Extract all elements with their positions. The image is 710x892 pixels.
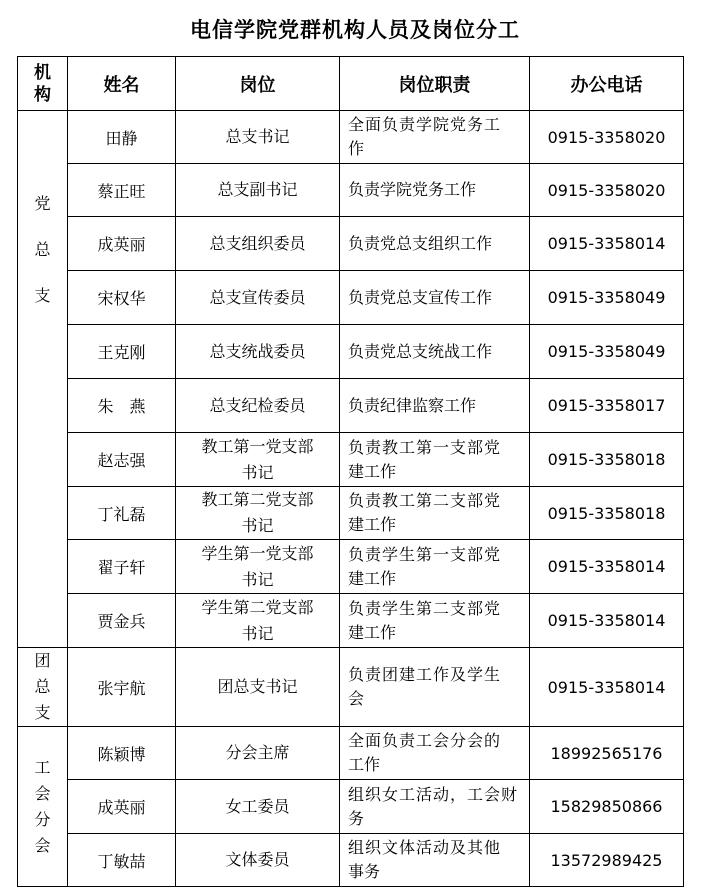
header-phone: 办公电话 [530,57,684,111]
table-row [18,540,684,594]
duty-line: 全面负责学院党务工 [348,115,502,134]
duty-line: 作 [348,139,365,158]
table-row [18,217,684,271]
header-org-char: 构 [34,84,51,105]
post-cell [176,271,340,325]
table-row [18,780,684,834]
duty-line: 务 [348,808,365,828]
table-row [18,433,684,487]
duty-line: 负责团建工作及学生 [348,665,502,684]
person-name: 赵志强 [68,433,176,487]
org-char: 总 [34,677,51,696]
table-row [18,111,684,164]
office-phone: 18992565176 [530,727,684,780]
org-char: 会 [34,835,51,855]
table-row [18,271,684,325]
post-cell [176,487,340,540]
post-cell [176,111,340,164]
duty-line: 会 [348,689,365,708]
table-row [18,594,684,648]
org-youth-league [18,648,68,727]
table-row [18,727,684,780]
duty-cell [340,648,530,727]
duty-line: 建工作 [348,461,397,481]
post-cell [176,433,340,487]
post-line: 分会主席 [225,743,290,762]
duty-cell [340,780,530,834]
table-row [18,325,684,379]
header-row [18,57,684,111]
office-phone: 0915-3358018 [530,487,684,540]
person-name: 贾金兵 [68,594,176,648]
office-phone: 0915-3358020 [530,164,684,217]
person-name: 丁礼磊 [68,487,176,540]
person-name: 成英丽 [68,780,176,834]
duty-cell [340,594,530,648]
header-org-char: 机 [34,62,51,83]
post-cell [176,648,340,727]
org-party-committee [18,111,68,648]
person-name: 张宇航 [68,648,176,727]
post-cell [176,780,340,834]
duty-line: 负责纪律监察工作 [348,395,477,415]
post-line: 学生第一党支部 [201,543,314,563]
post-line: 书记 [241,569,274,589]
duty-line: 事务 [348,862,381,881]
duty-line: 负责学生第二支部党 [348,598,502,618]
duty-line: 组织女工活动，工会财 [348,784,519,804]
post-cell [176,540,340,594]
document-title: 电信学院党群机构人员及岗位分工 [190,18,520,42]
table-row [18,648,684,727]
office-phone: 0915-3358014 [530,217,684,271]
person-name: 宋权华 [68,271,176,325]
person-name: 蔡正旺 [68,164,176,217]
office-phone: 0915-3358017 [530,379,684,433]
duty-line: 建工作 [348,568,397,588]
table-row [18,379,684,433]
post-line: 教工第一党支部 [201,436,314,456]
post-line: 文体委员 [225,850,290,869]
office-phone: 13572989425 [530,834,684,887]
duty-line: 全面负责工会分会的 [348,731,502,750]
table-row [18,164,684,217]
post-cell [176,727,340,780]
org-trade-union [18,727,68,887]
header-org [18,57,68,111]
duty-line: 建工作 [348,515,397,534]
person-name: 朱 燕 [68,379,176,433]
header-name: 姓名 [68,57,176,111]
duty-line: 负责党总支组织工作 [348,233,493,253]
post-line: 书记 [241,516,274,535]
duty-line: 组织文体活动及其他 [348,838,502,857]
person-name: 成英丽 [68,217,176,271]
table-row [18,834,684,887]
office-phone: 0915-3358020 [530,111,684,164]
post-line: 书记 [241,623,274,643]
org-char: 会 [34,783,51,803]
post-line: 总支组织委员 [209,233,306,253]
person-name: 丁敏喆 [68,834,176,887]
office-phone: 0915-3358018 [530,433,684,487]
post-line: 教工第二党支部 [201,490,314,509]
post-line: 女工委员 [225,796,290,816]
table-row [18,487,684,540]
duty-cell [340,111,530,164]
duty-cell [340,164,530,217]
header-duty: 岗位职责 [340,57,530,111]
duty-line: 负责学院党务工作 [348,180,477,199]
post-line: 书记 [241,462,274,482]
office-phone: 15829850866 [530,780,684,834]
post-cell [176,217,340,271]
header-post: 岗位 [176,57,340,111]
duty-cell [340,217,530,271]
duty-line: 负责教工第一支部党 [348,437,502,457]
table-body [18,111,684,887]
office-phone: 0915-3358049 [530,271,684,325]
duty-cell [340,540,530,594]
post-cell [176,164,340,217]
post-cell [176,834,340,887]
post-line: 总支副书记 [217,180,298,199]
post-cell [176,379,340,433]
post-line: 总支宣传委员 [209,287,306,307]
org-char: 总 [34,240,51,259]
duty-cell [340,834,530,887]
post-line: 学生第二党支部 [201,597,314,617]
org-char: 支 [34,286,51,305]
duty-line: 负责教工第二支部党 [348,491,502,510]
office-phone: 0915-3358014 [530,648,684,727]
duty-cell [340,433,530,487]
duty-cell [340,727,530,780]
post-line: 团总支书记 [217,677,298,696]
duty-line: 负责党总支统战工作 [348,341,493,361]
org-char: 党 [34,194,51,213]
duty-line: 负责党总支宣传工作 [348,287,493,307]
duty-line: 建工作 [348,622,397,642]
post-line: 总支书记 [225,127,290,146]
post-line: 总支统战委员 [209,341,306,361]
org-char: 团 [34,651,51,670]
duty-cell [340,325,530,379]
office-phone: 0915-3358014 [530,594,684,648]
duty-cell [340,487,530,540]
duty-line: 工作 [348,755,381,774]
duty-line: 负责学生第一支部党 [348,544,502,564]
post-line: 总支纪检委员 [209,395,306,415]
person-name: 陈颖博 [68,727,176,780]
org-char: 支 [34,703,51,722]
person-name: 翟子轩 [68,540,176,594]
staff-table [17,56,684,887]
person-name: 田静 [68,111,176,164]
person-name: 王克刚 [68,325,176,379]
office-phone: 0915-3358049 [530,325,684,379]
office-phone: 0915-3358014 [530,540,684,594]
post-cell [176,594,340,648]
duty-cell [340,379,530,433]
org-char: 分 [34,809,51,829]
org-char: 工 [34,757,51,777]
duty-cell [340,271,530,325]
post-cell [176,325,340,379]
